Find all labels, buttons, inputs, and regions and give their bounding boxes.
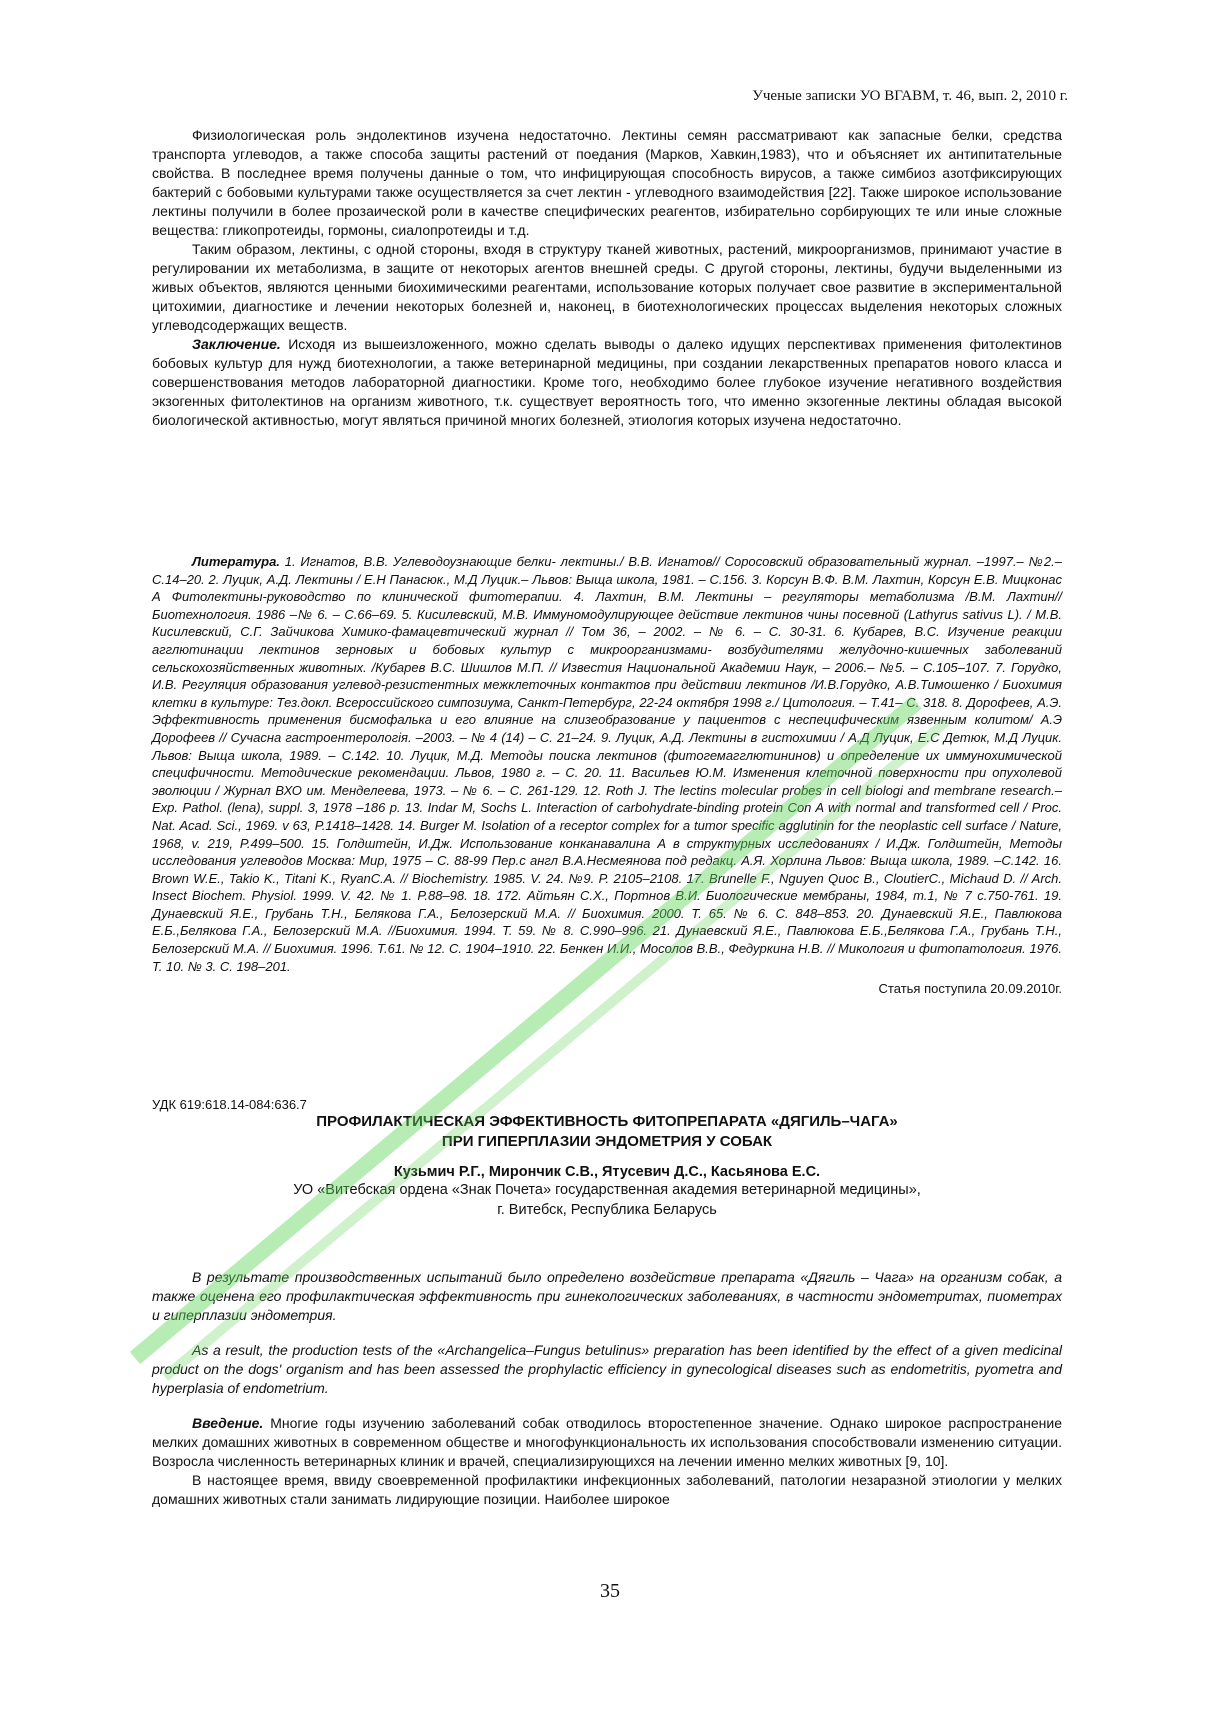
page-number: 35 — [600, 1580, 620, 1602]
paragraph-physiological-role: Физиологическая роль эндолектинов изучена недостаточно. Лектины семян рассматривают как запасные белки, средства транспорта углеводов, а также способа защиты растений от поедания (Марков, Хавкин,1983), что и объясняет их антипитательные свойства. В последнее время получены данные о том, что инфицирующая способность вирусов, а также симбиоз азотфиксирующих бактерий с бобовыми культурами также осуществляется за счет лектин - углеводного взаимодействия [22]. Также широкое использование лектины получили в более прозаической роли в качестве специфических реагентов, избирательно сорбирующих те или иные сложные вещества: гликопротеиды, гормоны, сиалопротеиды и т.д. — [152, 127, 1062, 238]
paragraph-introduction — [152, 1414, 1062, 1471]
article2-header — [152, 1097, 1062, 1220]
authors: Кузьмич Р.Г., Мирончик С.В., Ятусевич Д.С., Касьянова Е.С. — [393, 1164, 821, 1180]
references-list — [152, 553, 1062, 975]
running-head: Ученые записки УО ВГАВМ, т. 46, вып. 2, 2010 г. — [752, 88, 1068, 104]
introduction-text: Многие годы изучению заболеваний собак отводилось второстепенное значение. Однако широкое распространение мелких домашних животных в современном обществе и многофункциональность их использования способствовали изменению ситуации. Возросла численность ветеринарных клиник и врачей, специализирующихся на лечении именно мелких животных [9, 10]. — [152, 1415, 1062, 1469]
references-block — [152, 553, 1062, 996]
article-title-line1: ПРОФИЛАКТИЧЕСКАЯ ЭФФЕКТИВНОСТЬ ФИТОПРЕПАРАТА «ДЯГИЛЬ–ЧАГА» — [316, 1113, 898, 1130]
references-text: 1. Игнатов, В.В. Углеводоузнающие белки- лектины./ В.В. Игнатов// Соросовский образовательный журнал. –1997.– №2.– С.14–20. 2. Луцик, А.Д. Лектины / Е.Н Панасюк., М.Д Луцик.– Львов: Выща школа, 1981. – С.156. 3. Корсун В.Ф. В.М. Лахтин, Корсун Е.В. Мицконас А Фитолектины-руководство по клинической фитотерапии. 4. Лахтин, В.М. Лектины – регуляторы метаболизма /В.М. Лахтин// Биотехнология. 1986 –№ 6. – С.66–69. 5. Кисилевский, М.В. Иммуномодулирующее действие лектинов чины посевной (Lathyrus sativus L). / М.В. Кисилевский, С.Г. Зайчикова Химико-фамацевтический журнал // Том 36, – 2002. – № 6. – С. 30-31. 6. Кубарев, В.С. Изучение реакции агглютинации лектинов зерновых и бобовых культур с микроорганизмами- возбудителями желудочно-кишечных заболеваний сельскохозяйственных животных. /Кубарев В.С. Шишлов М.П. // Известия Национальной Академии Наук, – 2006.– №5. – С.105–107. 7. Горудко, И.В. Регуляция образования углевод-резистентных межклеточных контактов при действии лектинов /И.В.Горудко, А.В.Тимошенко / Биохимия клетки в культуре: Тез.докл. Всероссийского симпозиума, Санкт-Петербург, 22-24 октября 1998 г./ Цитология. – Т.41– С. 318. 8. Дорофеев, А.Э. Эффективность применения бисмофалька и его влияние на слизеобразование у пациентов с неспецифическим язвенным колитом/ А.Э Дорофеев // Сучасна гастроентерологія. –2003. – № 4 (14) – С. 21–24. 9. Луцик, А.Д. Лектины в гистохимии / А.Д Луцик, Е.С Детюк, М.Д Луцик. Львов: Выща школа, 1989. – С.142. 10. Луцик, М.Д. Методы поиска лектинов (фитогемагглютининов) и определение их иммунохимической специфичности. Методические рекомендации. Львов, 1980 г. – С. 20. 11. Васильев Ю.М. Изменения клеточной поверхности при опухолевой эволюции / Журнал ВХО им. Менделеева, 1973. – № 6. – С. 261-129. 12. Roth J. The lectins molecular probes in cell biologi and membrane research.– Exp. Pathol. (lena), suppl. 3, 1978 –186 p. 13. Indar M, Sochs L. Interaction of carbohydrate-binding protein Con A with normal and transformed cell / Proc. Nat. Acad. Sci., 1969. v 63, P.1418–1428. 14. Burger M. Isolation of a receptor complex for a tumor specific agglutinin for the neoplastic cell surface / Nature, 1968, v. 219, P.499–500. 15. Голдштейн, И.Дж. Использование конканавалина А в структурных исследованиях / И.Дж. Голдштейн, Методы исследования углеводов Москва: Мир, 1975 – С. 88-99 Пер.с англ В.А.Несмеянова под редакц. А.Я. Хорлина Львов: Выща школа, 1989. –С.142. 16. Brown W.E., Takio K., Titani K., RyanC.A. // Biochemistry. 1985. V. 24. №9. P. 2105–2108. 17. Brunelle F., Nguyen Quoc B., CloutierC., Michaud D. // Arch. Insect Biochem. Physiol. 1999. V. 42. № 1. P.88–98. 18. 172. Айтьян С.Х., Портнов В.И. Биологические мембраны, 1984, т.1, № 7 с.750-761. 19. Дунаевский Я.Е., Грубань Т.Н., Белякова Г.А., Белозерский М.А. // Биохимия. 2000. Т. 65. № 6. С. 848–853. 20. Дунаевский Я.Е., Павлюкова Е.Б.,Белякова Г.А., Белозерский М.А. //Биохимия. 1994. Т. 59. № 8. С.990–996. 21. Дунаевский Я.Е., Павлюкова Е.Б.,Белякова Г.А., Грубань Т.Н., Белозерский М.А. // Биохимия. 1996. Т.61. № 12. С. 1904–1910. 22. Бенкен И.И., Мосолов В.В., Федуркина Н.В. // Микология и фитопатология. 1976. Т. 10. № 3. С. 198–201. — [152, 554, 1062, 974]
paragraph-lectins-summary: Таким образом, лектины, с одной стороны, входя в структуру тканей животных, растений, микроорганизмов, принимают участие в регулировании их метаболизма, в защите от некоторых агентов внешней среды. С другой стороны, лектины, будучи выделенными из живых объектов, являются ценными биохимическими реагентами, использование которых получает свое развитие в экспериментальной цитохимии, диагностике и лечении некоторых болезней и, наконец, в биотехнологических процессах выделения некоторых сложных углеводсодержащих веществ. — [152, 241, 1062, 333]
article-title-line2: ПРИ ГИПЕРПЛАЗИИ ЭНДОМЕТРИЯ У СОБАК — [441, 1133, 773, 1150]
article1-body — [152, 126, 1062, 430]
received-date: Статья поступила 20.09.2010г. — [878, 981, 1062, 997]
paragraph-conclusion — [152, 335, 1062, 430]
introduction-label: Введение. — [192, 1415, 264, 1431]
abstract-ru: В результате производственных испытаний было определено воздействие препарата «Дягиль – Чага» на организм собак, а также оценена его профилактическая эффективность при гинекологических заболеваниях, в частности эндометритах, пиометрах и гиперплазии эндометрия. — [152, 1269, 1062, 1323]
paragraph-current-time: В настоящее время, ввиду своевременной профилактики инфекционных заболеваний, патологии незаразной этиологии у мелких домашних животных стали занимать лидирующие позиции. Наиболее широкое — [152, 1472, 1062, 1507]
affiliation-line2: г. Витебск, Республика Беларусь — [497, 1202, 717, 1218]
references-label: Литература. — [192, 554, 280, 569]
article2-body — [152, 1268, 1062, 1509]
abstract-en: As a result, the production tests of the «Archangelica–Fungus betulinus» preparation has been identified by the effect of a given medicinal product on the dogs' organism and has been assessed the prophylactic efficiency in gynecological diseases such as endometritis, pyometra and hyperplasia of endometrium. — [152, 1342, 1062, 1396]
conclusion-label: Заключение. — [192, 336, 281, 352]
conclusion-text: Исходя из вышеизложенного, можно сделать выводы о далеко идущих перспективах применения фитолектинов бобовых культур для нужд биотехнологии, а также ветеринарной медицины, при создании лекарственных препаратов нового класса и совершенствования методов лабораторной диагностики. Кроме того, необходимо более глубокое изучение негативного воздействия экзогенных фитолектинов на организм животного, т.к. существует вероятность того, что именно экзогенные лектины обладая высокой биологической активностью, могут являться причиной многих болезней, этиология которых изучена недостаточно. — [152, 336, 1062, 428]
affiliation-line1: УО «Витебская ордена «Знак Почета» государственная академия ветеринарной медицины», — [293, 1182, 921, 1198]
udk-code: УДК 619:618.14-084:636.7 — [152, 1097, 307, 1112]
